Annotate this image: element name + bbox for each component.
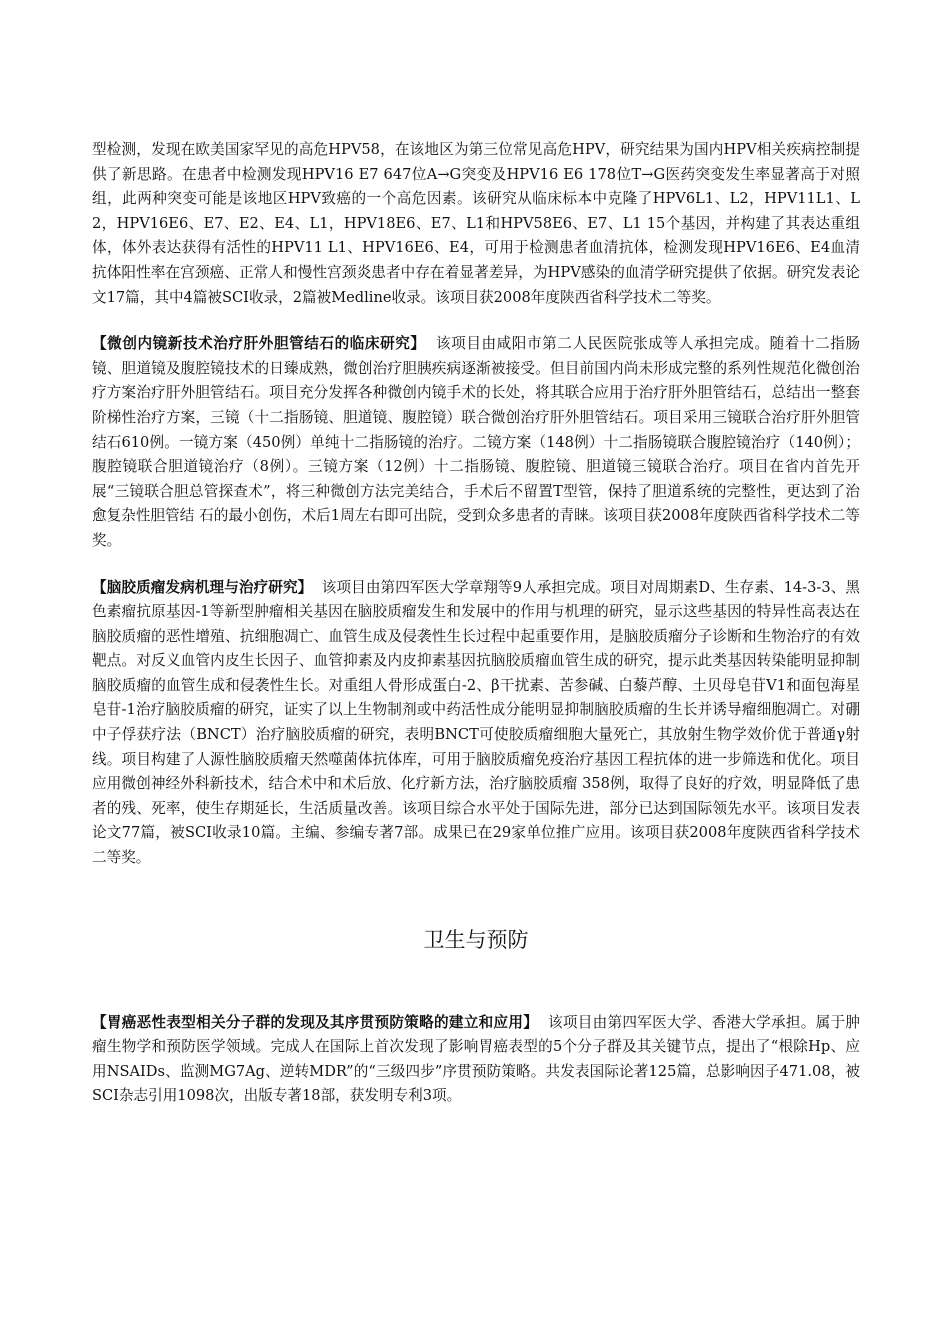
paragraph-body: 该项目由咸阳市第二人民医院张成等人承担完成。随着十二指肠镜、胆道镜及腹腔镜技术的日臻成熟，微创治疗胆胰疾病逐渐被接受。但目前国内尚未形成完整的系列性规范化微创治疗方案治疗肝外胆管结石。项目充分发挥各种微创内镜手术的长处，将其联合应用于治疗肝外胆管结石，总结出一整套阶梯性治疗方案，三镜（十二指肠镜、胆道镜、腹腔镜）联合微创治疗肝外胆管结石。项目采用三镜联合治疗肝外胆管结石610例。一镜方案（450例）单纯十二指肠镜的治疗。二镜方案（148例）十二指肠镜联合腹腔镜治疗（140例）；腹腔镜联合胆道镜治疗（8例）。三镜方案（12例）十二指肠镜、腹腔镜、胆道镜三镜联合治疗。项目在省内首先开展“三镜联合胆总管探查术”，将三种微创方法完美结合，手术后不留置T型管，保持了胆道系统的完整性，更达到了治愈复杂性胆管结 石的最小创伤，术后1周左右即可出院，受到众多患者的青睐。该项目获2008年度陕西省科学技术二等奖。 <box>92 335 860 549</box>
paragraph-glioma-research <box>92 576 860 871</box>
document-page <box>92 138 860 1109</box>
paragraph-heading: 【微创内镜新技术治疗肝外胆管结石的临床研究】 <box>92 335 426 353</box>
paragraph-heading: 【胃癌恶性表型相关分子群的发现及其序贯预防策略的建立和应用】 <box>92 1013 539 1031</box>
paragraph-body: 该项目由第四军医大学章翔等9人承担完成。项目对周期素D、生存素、14-3-3、黑色素瘤抗原基因-1等新型肿瘤相关基因在脑胶质瘤发生和发展中的作用与机理的研究，显示这些基因的特异性高表达在脑胶质瘤的恶性增殖、抗细胞凋亡、血管生成及侵袭性生长过程中起重要作用，是脑胶质瘤分子诊断和生物治疗的有效靶点。对反义血管内皮生长因子、血管抑素及内皮抑素基因抗脑胶质瘤血管生成的研究，提示此类基因转染能明显抑制脑胶质瘤的血管生成和侵袭性生长。对重组人骨形成蛋白-2、β干扰素、苦参碱、白藜芦醇、土贝母皂苷V1和面包海星皂苷-1治疗脑胶质瘤的研究，证实了以上生物制剂或中药活性成分能明显抑制脑胶质瘤的生长并诱导瘤细胞凋亡。对硼中子俘获疗法（BNCT）治疗脑胶质瘤的研究，表明BNCT可使胶质瘤细胞大量死亡，其放射生物学效价优于普通γ射线。项目构建了人源性脑胶质瘤天然噬菌体抗体库，可用于脑胶质瘤免疫治疗基因工程抗体的进一步筛选和优化。项目应用微创神经外科新技术，结合术中和术后放、化疗新方法，治疗脑胶质瘤 358例，取得了良好的疗效，明显降低了患者的残、死率，使生存期延长，生活质量改善。该项目综合水平处于国际先进，部分已达到国际领先水平。该项目发表论文77篇，被SCI收录10篇。主编、参编专著7部。成果已在29家单位推广应用。该项目获2008年度陕西省科学技术二等奖。 <box>92 578 860 867</box>
paragraph-gastric-cancer <box>92 1011 860 1109</box>
paragraph-heading: 【脑胶质瘤发病机理与治疗研究】 <box>92 578 313 596</box>
paragraph-body: 该项目由第四军医大学、香港大学承担。属于肿瘤生物学和预防医学领域。完成人在国际上首次发现了影响胃癌表型的5个分子群及其关键节点，提出了“根除Hp、应用NSAIDs、监测MG7Ag、逆转MDR”的“三级四步”序贯预防策略。共发表国际论著125篇，总影响因子471.08，被SCI杂志引用1098次，出版专著18部，获发明专利3项。 <box>92 1013 860 1105</box>
section-title: 卫生与预防 <box>423 927 529 952</box>
paragraph-hpv-continuation <box>92 138 860 310</box>
paragraph-body: 型检测，发现在欧美国家罕见的高危HPV58，在该地区为第三位常见高危HPV，研究结果为国内HPV相关疾病控制提供了新思路。在患者中检测发现HPV16 E7 647位A→G突变及HPV16 E6 178位T→G医药突变发生率显著高于对照组，此两种突变可能是该地区HPV致癌的一个高危因素。该研究从临床标本中克隆了HPV6L1、L2，HPV11L1、L2，HPV16E6、E7、E2、E4、L1，HPV18E6、E7、L1和HPV58E6、E7、L1 15个基因，并构建了其表达重组体，体外表达获得有活性的HPV11 L1、HPV16E6、E4，可用于检测患者血清抗体，检测发现HPV16E6、E4血清抗体阳性率在宫颈癌、正常人和慢性宫颈炎患者中存在着显著差异，为HPV感染的血清学研究提供了依据。研究发表论文17篇，其中4篇被SCI收录，2篇被Medline收录。该项目获2008年度陕西省科学技术二等奖。 <box>92 141 860 306</box>
paragraph-minimally-invasive-endoscopy <box>92 332 860 553</box>
